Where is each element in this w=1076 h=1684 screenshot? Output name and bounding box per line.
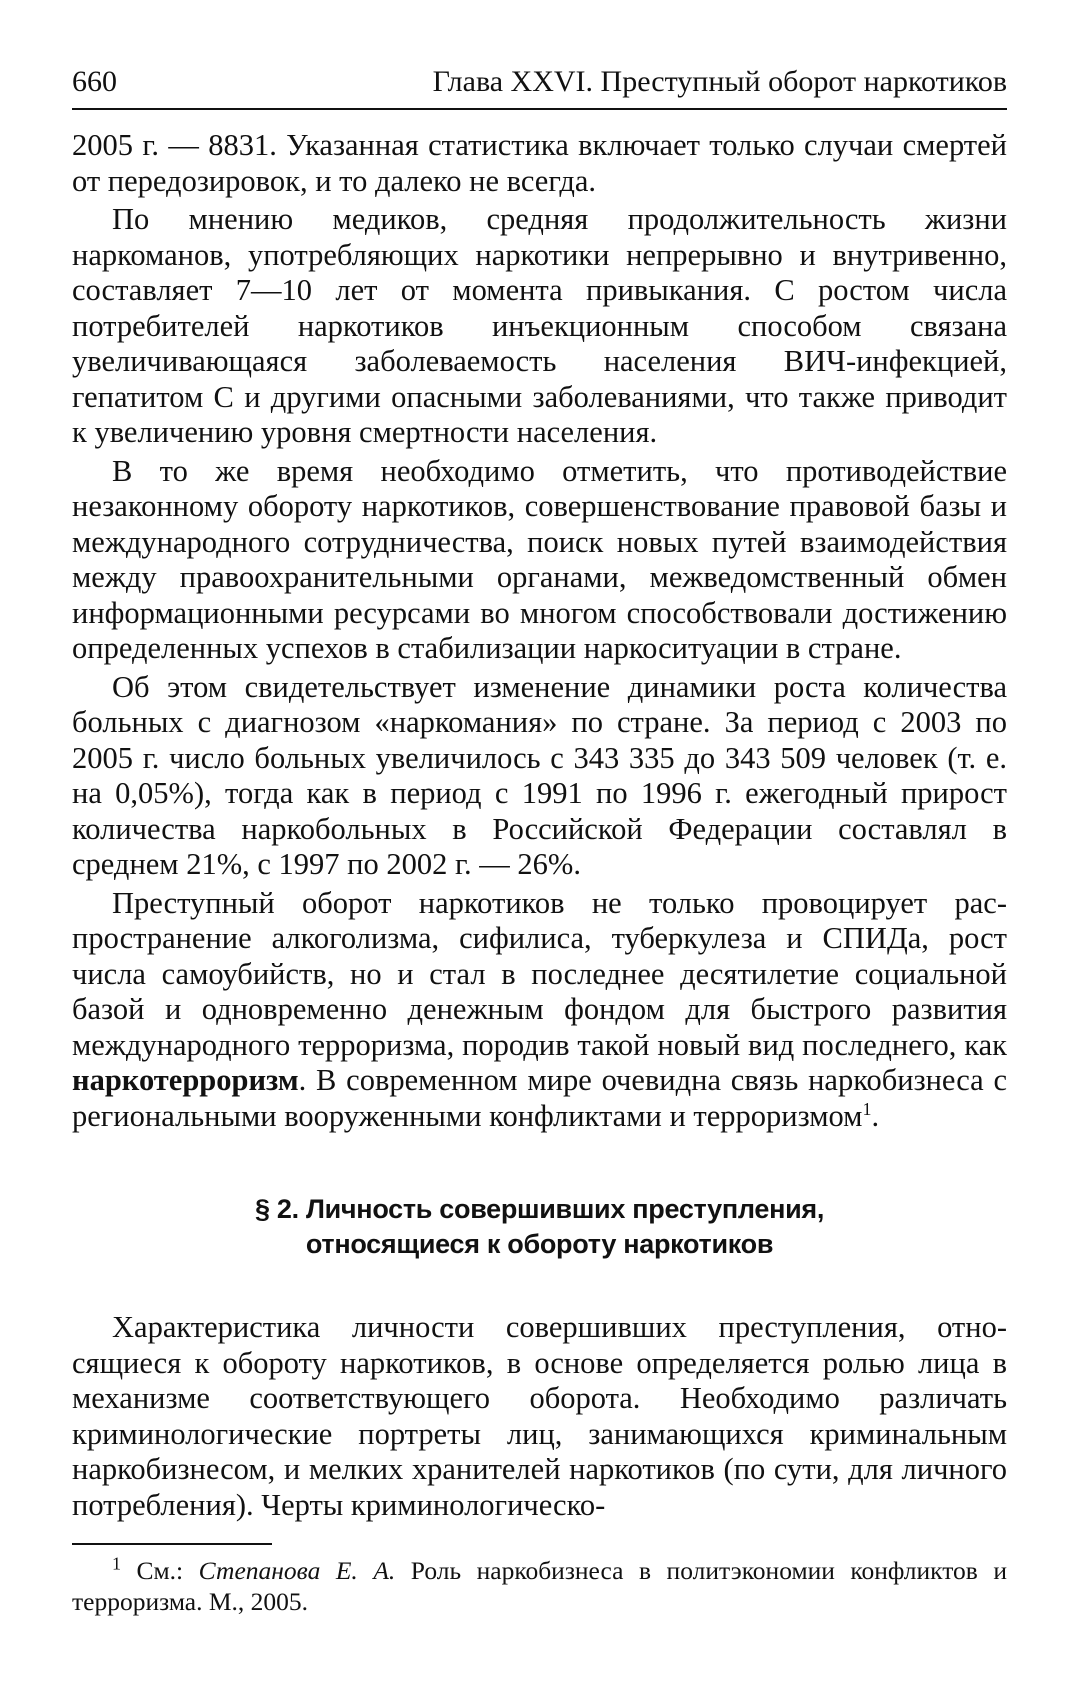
paragraph-5-text-cont: . В современном мире очевидна связь наркобизнеса с региональными вооруженными конфликтами и терроризмом [72,1063,1007,1133]
paragraph-6: Характеристика личности совершивших преступления, относящиеся к обороту наркотиков, в основе определяется ролью лица в механизме соответствующего оборота. Необходимо различать криминологические портреты лиц, занимающихся криминальным наркобизнесом, и мелких хранителей наркотиков (по сути, для личного потребления). Черты криминологическо- [72,1310,1007,1522]
footnote-reference: 1 [862,1098,872,1119]
bold-term: наркотерроризм [72,1063,299,1097]
running-head [72,62,1007,110]
footnote-author: Степанова Е. А. [198,1556,396,1585]
footnote-text: Роль наркобизнеса в политэкономии конфликтов и терроризма. М., 2005. [72,1556,1007,1616]
paragraph-2: По мнению медиков, средняя продолжительность жизни наркоманов, употребляющих наркотики непрерывно и внутривенно, составляет 7—10 лет от момента привыкания. С ростом числа потребителей наркотиков инъекционным способом связана увеличивающаяся заболеваемость населения ВИЧ-инфекцией, гепатитом С и другими опасными заболеваниями, что также приводит к увеличению уровня смертности населения. [72,202,1007,449]
book-page [72,62,1007,1617]
footnote-divider [72,1543,272,1545]
paragraph-5-end: . [871,1098,880,1133]
footnote [72,1555,1007,1617]
section-text [72,1310,1007,1523]
paragraph-1: 2005 г. — 8831. Указанная статистика включает только случаи смертей от передозировок, и то далеко не всегда. [72,128,1007,198]
paragraph-3: В то же время необходимо отметить, что противодействие незаконному обороту наркотиков, совершенствование правовой базы и международного сотрудничества, поиск новых путей взаимодействия между правоохранительными органами, межведомственный обмен информационными ресурсами во многом способствовали достижению определенных успехов в стабилизации наркоситуации в стране. [72,453,1007,665]
main-text [72,128,1007,1134]
footnote-marker: 1 [112,1553,121,1574]
section-heading-line-2: относящиеся к обороту наркотиков [305,1229,774,1259]
paragraph-5 [72,886,1007,1135]
footnote-prefix: См.: [121,1556,199,1585]
section-heading-line-1: § 2. Личность совершивших преступления, [254,1194,825,1224]
section-heading [72,1192,1007,1262]
chapter-title: Глава XXVI. Преступный оборот наркотиков [432,65,1007,98]
page-number: 660 [72,65,117,98]
paragraph-4: Об этом свидетельствует изменение динамики роста количества больных с диагнозом «наркомания» по стране. За период с 2003 по 2005 г. число больных увеличилось с 343 335 до 343 509 человек (т. е. на 0,05%), тогда как в период с 1991 по 1996 г. ежегодный прирост количества наркобольных в Российской Федерации составлял в среднем 21%, с 1997 по 2002 г. — 26%. [72,669,1007,881]
paragraph-5-text: Преступный оборот наркотиков не только провоцирует распространение алкоголизма, сифилиса, туберкулеза и СПИДа, рост числа самоубийств, но и стал в последнее десятилетие социальной базой и одновременно денежным фондом для быстрого развития международного терроризма, породив такой новый вид последнего, как [72,885,1007,1062]
